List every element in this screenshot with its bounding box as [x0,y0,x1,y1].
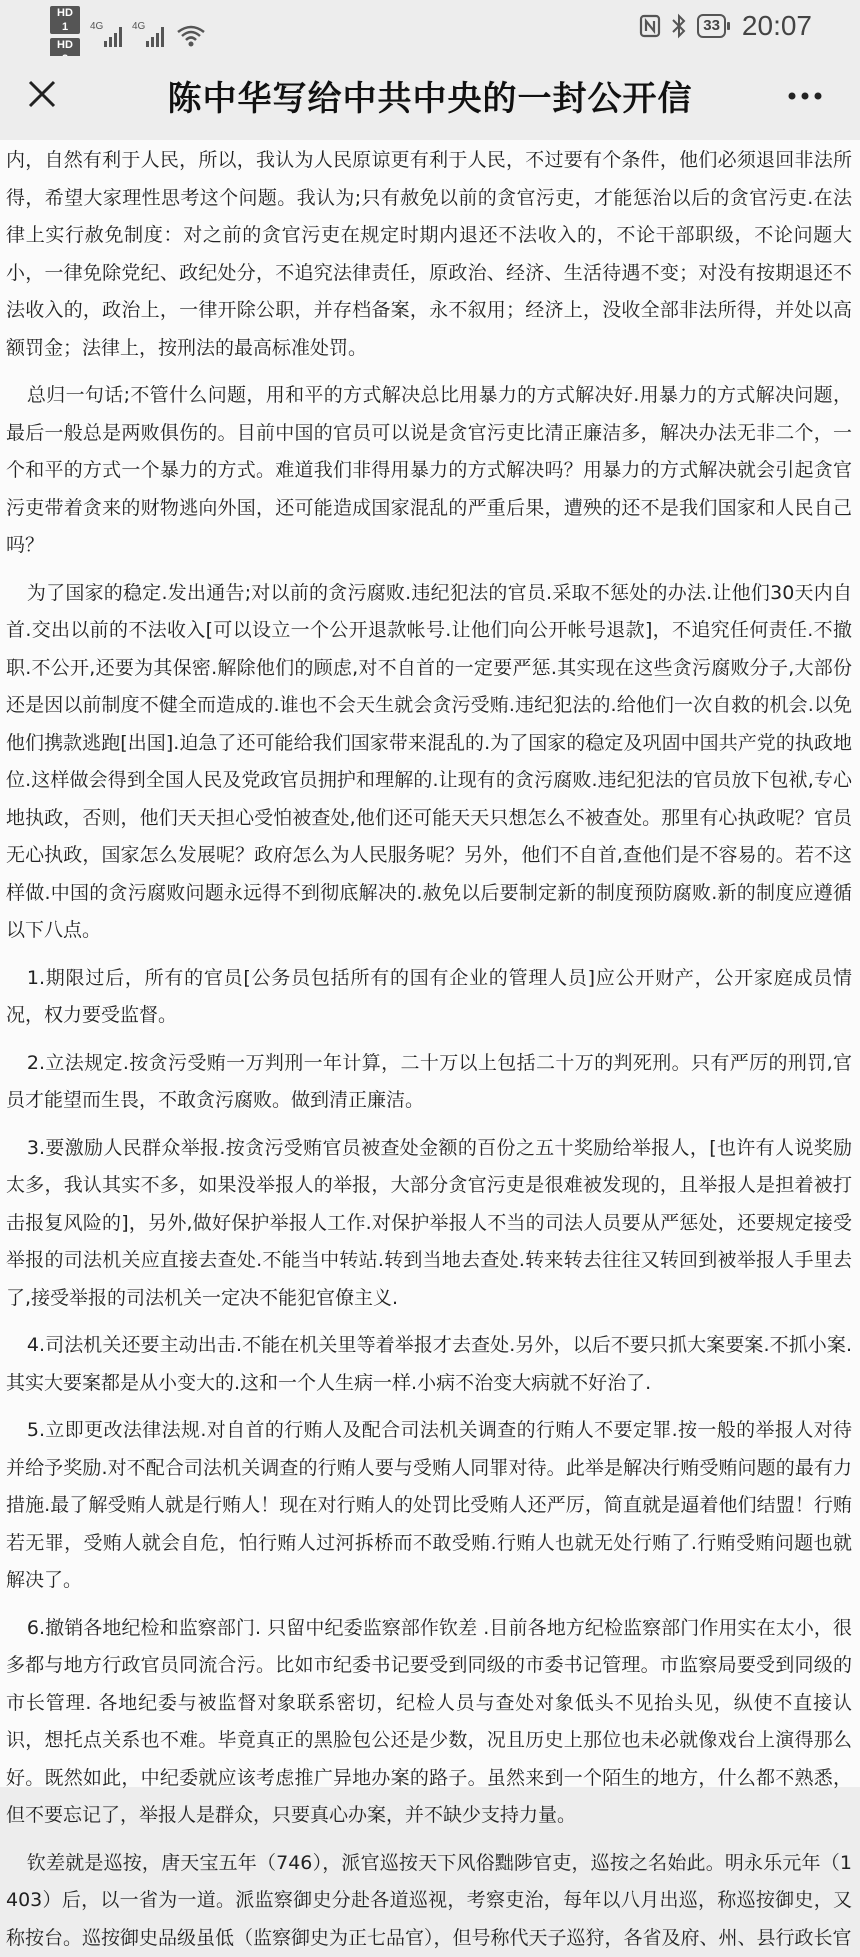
hd1-badge: HD 1 [50,6,80,34]
time-text: 20:07 [742,10,812,42]
signal-icon [90,25,122,47]
hd2-badge: HD [50,38,80,66]
more-icon[interactable] [780,74,830,118]
article-paragraph: 内，自然有利于人民，所以，我认为人民原谅更有利于人民，不过要有个条件，他们必须退回非法所得，希望大家理性思考这个问题。我认为;只有赦免以前的贪官污吏，才能惩治以后的贪官污吏.在法律上实行赦免制度：对之前的贪官污吏在规定时期内退还不法收入的，不论干部职级，不论问题大小，一律免除党纪、政纪处分，不追究法律责任，原政治、经济、生活待遇不变；对没有按期退还不法收入的，政治上，一律开除公职，并存档备案，永不叙用；经济上，没收全部非法所得，并处以高额罚金；法律上，按刑法的最高标准处罚。 [6,142,852,367]
page-title: 陈中华写给中共中央的一封公开信 [168,71,693,120]
wifi-icon [176,24,206,48]
article-paragraph: 为了国家的稳定.发出通告;对以前的贪污腐败.违纪犯法的官员.采取不惩处的办法.让他们30天内自首.交出以前的不法收入[可以设立一个公开退款帐号.让他们向公开帐号退款]，不追究任何责任.不撤职.不公开,还要为其保密.解除他们的顾虑,对不自首的一定要严惩.其实现在这些贪污腐败分子,大部份还是因以前制度不健全而造成的.谁也不会天生就会贪污受贿.违纪犯法的.给他们一次自救的机会.以免他们携款逃跑[出国].迫急了还可能给我们国家带来混乱的.为了国家的稳定及巩固中国共产党的执政地位.这样做会得到全国人民及党政官员拥护和理解的.让现有的贪污腐败.违纪犯法的官员放下包袱,专心地执政，否则，他们天天担心受怕被查处,他们还可能天天只想怎么不被查处。那里有心执政呢？官员无心执政，国家怎么发展呢？政府怎么为人民服务呢？另外，他们不自首,查他们是不容易的。若不这样做.中国的贪污腐败问题永远得不到彻底解决的.赦免以后要制定新的制度预防腐败.新的制度应遵循以下八点。 [6,575,852,950]
article-paragraph: 6.撤销各地纪检和监察部门. 只留中纪委监察部作钦差 .目前各地方纪检监察部门作用实在太小，很多都与地方行政官员同流合污。比如市纪委书记要受到同级的市委书记管理。市监察局要受到同级的市长管理. 各地纪委与被监督对象联系密切，纪检人员与查处对象低头不见抬头见，纵使不直接认识，想托点关系也不难。毕竟真正的黑脸包公还是少数，况且历史上那位也未必就像戏台上演得那么好。既然如此，中纪委就应该考虑推广异地办案的路子。虽然来到一个陌生的地方，什么都不熟悉，但不要忘记了，举报人是群众，只要真心办案，并不缺少支持力量。 [6,1610,852,1835]
status-bar [0,0,860,56]
signal1-label: 4G [90,21,103,32]
article-paragraph: 2.立法规定.按贪污受贿一万判刑一年计算，二十万以上包括二十万的判死刑。只有严厉的刑罚,官员才能望而生畏，不敢贪污腐败。做到清正廉洁。 [6,1045,852,1120]
status-right [639,10,812,42]
nfc-icon [639,14,661,38]
close-icon[interactable] [20,72,64,116]
signal2-label: 4G [132,21,145,32]
article-paragraph: 5.立即更改法律法规.对自首的行贿人及配合司法机关调查的行贿人不要定罪.按一般的举报人对待并给予奖励.对不配合司法机关调查的行贿人要与受贿人同罪对待。此举是解决行贿受贿问题的最有力措施.最了解受贿人就是行贿人！现在对行贿人的处罚比受贿人还严厉，简直就是逼着他们结盟！行贿若无罪，受贿人就会自危，怕行贿人过河拆桥而不敢受贿.行贿人也就无处行贿了.行贿受贿问题也就解决了。 [6,1412,852,1600]
bluetooth-icon [671,13,687,39]
battery-icon: 33 [697,14,726,38]
article-content[interactable] [0,140,860,1787]
article-body [0,142,860,1957]
article-paragraph: 钦差就是巡按，唐天宝五年（746），派官巡按天下风俗黜陟官吏，巡按之名始此。明永乐元年（1403）后，以一省为一道。派监察御史分赴各道巡视，考察吏治，每年以八月出巡，称巡按御史，又称按台。巡按御史品级虽低（监察御史为正七品官），但号称代天子巡狩，各省及府、州、县行政长官 [6,1845,852,1957]
article-paragraph: 4.司法机关还要主动出击.不能在机关里等着举报才去查处.另外，以后不要只抓大案要案.不抓小案.其实大要案都是从小变大的.这和一个人生病一样.小病不治变大病就不好治了. [6,1327,852,1402]
article-paragraph: 1.期限过后，所有的官员[公务员包括所有的国有企业的管理人员]应公开财产，公开家庭成员情况，权力要受监督。 [6,960,852,1035]
nav-bar [0,56,860,134]
article-paragraph: 总归一句话;不管什么问题，用和平的方式解决总比用暴力的方式解决好.用暴力的方式解决问题，最后一般总是两败俱伤的。目前中国的官员可以说是贪官污吏比清正廉洁多，解决办法无非二个，一个和平的方式一个暴力的方式。难道我们非得用暴力的方式解决吗？用暴力的方式解决就会引起贪官污吏带着贪来的财物逃向外国，还可能造成国家混乱的严重后果，遭殃的还不是我们国家和人民自己吗？ [6,377,852,565]
article-paragraph: 3.要激励人民群众举报.按贪污受贿官员被查处金额的百份之五十奖励给举报人，[也许有人说奖励太多，我认其实不多，如果没举报人的举报，大部分贪官污吏是很难被发现的，且举报人是担着被打击报复风险的]，另外,做好保护举报人工作.对保护举报人不当的司法人员要从严惩处，还要规定接受举报的司法机关应直接去查处.不能当中转站.转到当地去查处.转来转去往往又转回到被举报人手里去了,接受举报的司法机关一定决不能犯官僚主义. [6,1130,852,1318]
signal-icon [132,25,164,47]
